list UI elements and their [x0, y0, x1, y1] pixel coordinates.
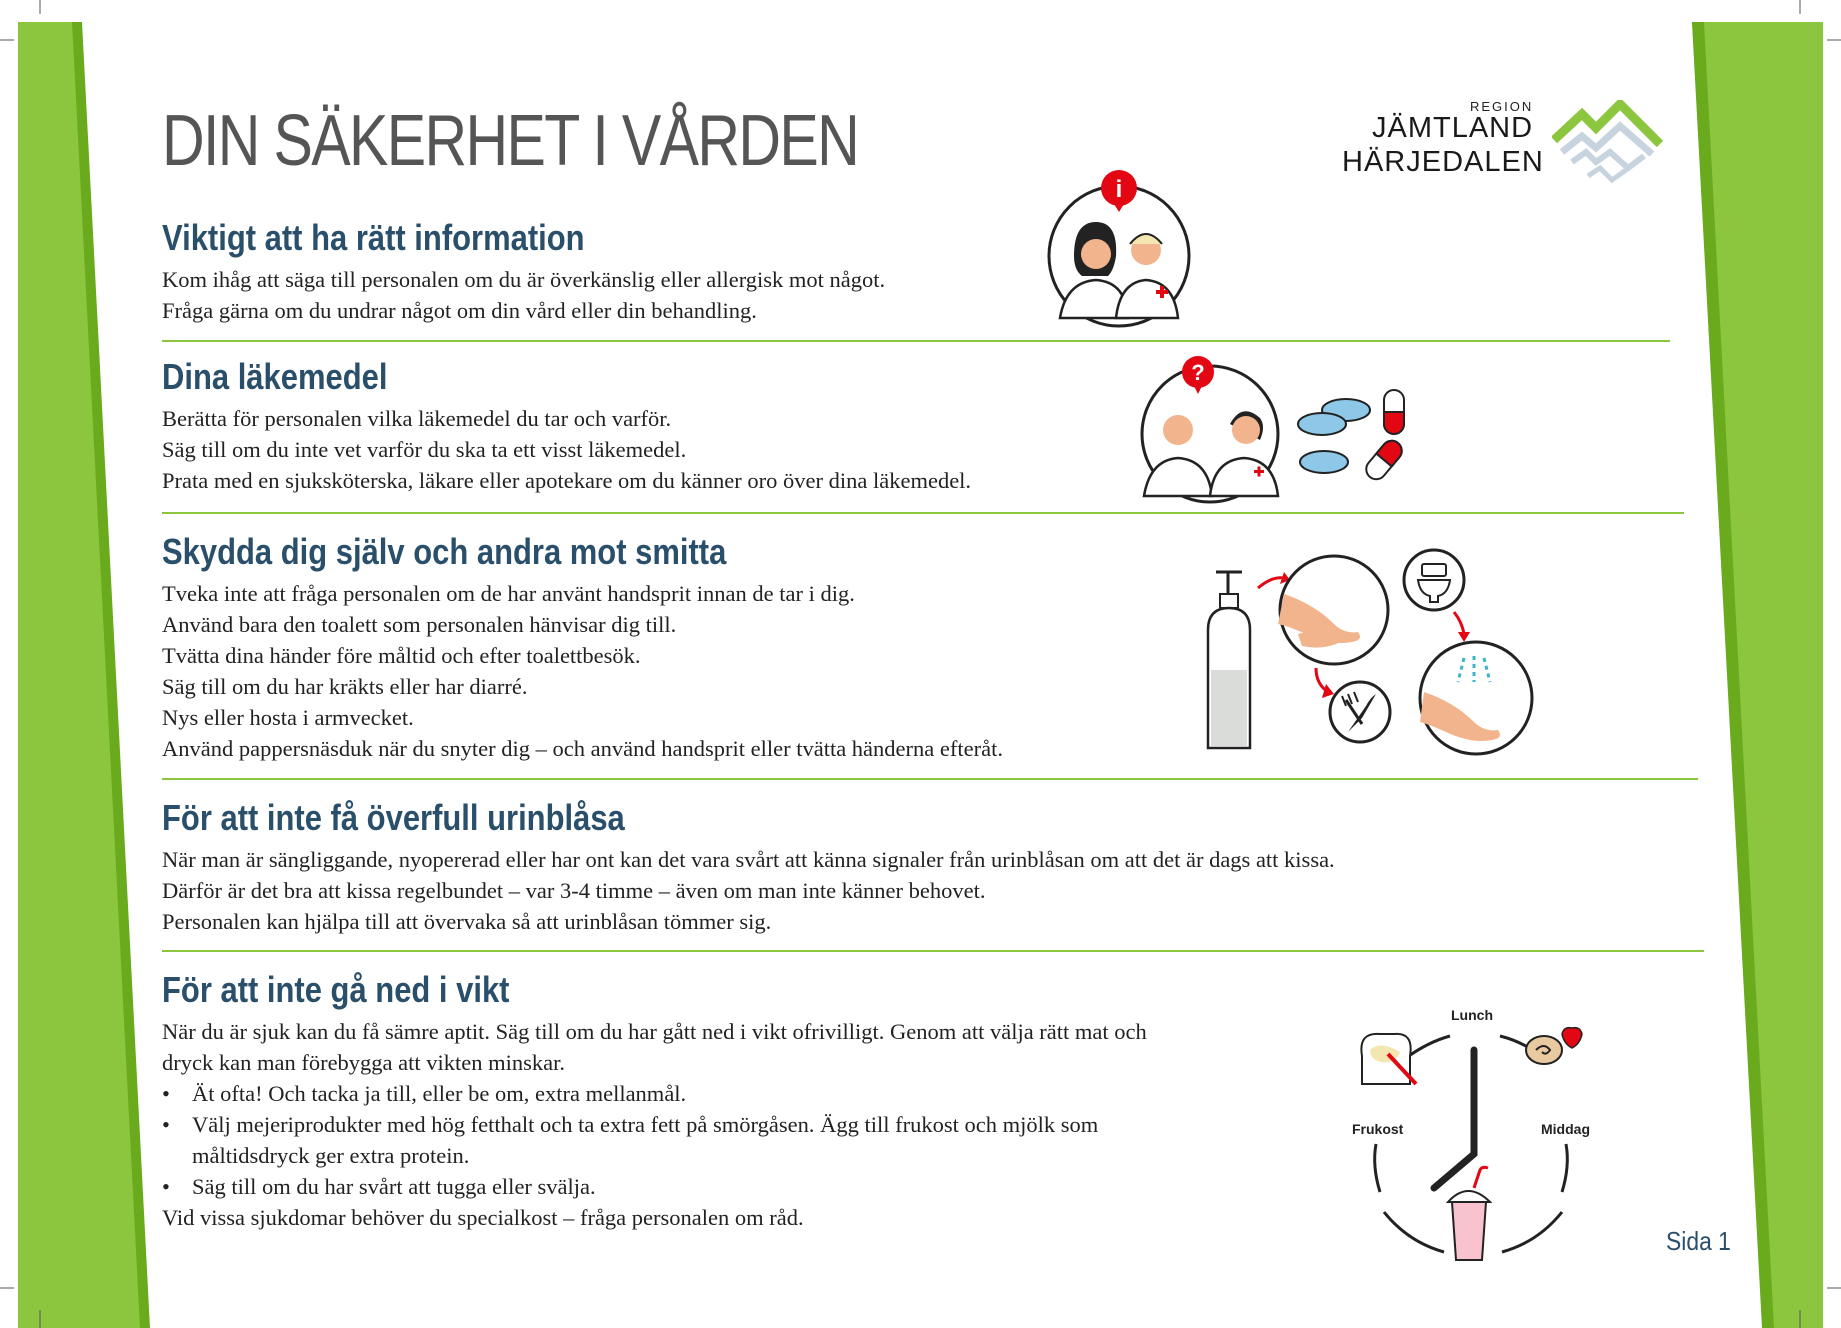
section-heading: Viktigt att ha rätt information [162, 217, 585, 258]
text-line: Därför är det bra att kissa regelbundet – var 3-4 timme – även om man inte känner behovet. [162, 878, 986, 903]
section-heading: Skydda dig själv och andra mot smitta [162, 531, 727, 572]
text-line: Kom ihåg att säga till personalen om du är överkänslig eller allergisk mot något. [162, 267, 886, 292]
text-line: Använd bara den toalett som personalen hänvisar dig till. [162, 612, 677, 637]
text-line: Tveka inte att fråga personalen om de har använt handsprit innan de tar i dig. [162, 581, 855, 606]
bullet-item [162, 1171, 1147, 1202]
divider [162, 340, 1670, 342]
section-weight [162, 970, 1147, 1233]
bullet-dot: • [162, 1081, 170, 1106]
patient-staff-information-icon [1044, 168, 1194, 330]
bullet-text: Välj mejeriprodukter med hög fetthalt och ta extra fett på smörgåsen. Ägg till frukost och mjölk som [192, 1112, 1099, 1137]
cinnamon-bun-icon [1526, 1028, 1582, 1064]
section-bladder [162, 798, 1335, 937]
milkshake-icon [1448, 1167, 1490, 1260]
logo-mountain-icon [1552, 100, 1664, 192]
patient-nurse-question-icon [1134, 354, 1286, 506]
svg-text:i: i [1115, 176, 1123, 203]
hand-washing-icon [1420, 642, 1532, 754]
text-line: dryck kan man förebygga att vikten minskar. [162, 1050, 566, 1075]
clock-label-breakfast: Frukost [1352, 1121, 1404, 1137]
section-heading: För att inte få överfull urinblåsa [162, 797, 625, 838]
bullet-text: Säg till om du har svårt att tugga eller svälja. [192, 1174, 596, 1199]
hand-rub-icon [1278, 556, 1388, 664]
cutlery-icon [1330, 682, 1390, 742]
text-line: Säg till om du inte vet varför du ska ta ett visst läkemedel. [162, 437, 687, 462]
logo-region-text: REGION [1470, 99, 1534, 114]
page-title: DIN SÄKERHET I VÅRDEN [162, 101, 859, 181]
page-number: Sida 1 [1666, 1226, 1731, 1256]
toast-icon [1361, 1034, 1416, 1084]
logo-line-2: HÄRJEDALEN [1342, 146, 1544, 178]
text-line: Berätta för personalen vilka läkemedel du tar och varför. [162, 406, 672, 431]
text-line: Säg till om du har kräkts eller har diarré. [162, 674, 528, 699]
text-line: Fråga gärna om du undrar något om din vård eller din behandling. [162, 298, 757, 323]
clock-label-lunch: Lunch [1451, 1007, 1493, 1023]
hand-hygiene-icon [1198, 548, 1558, 760]
divider [162, 950, 1704, 952]
toilet-icon [1404, 550, 1464, 610]
bullet-item [162, 1078, 1147, 1109]
bullet-dot: • [162, 1174, 170, 1199]
text-line: Prata med en sjuksköterska, läkare eller apotekare om du känner oro över dina läkemedel. [162, 468, 972, 493]
meal-clock-icon [1350, 1010, 1600, 1270]
text-line: Personalen kan hjälpa till att övervaka så att urinblåsan tömmer sig. [162, 909, 772, 934]
text-line: Tvätta dina händer före måltid och efter toalettbesök. [162, 643, 641, 668]
section-information [162, 218, 885, 326]
bullet-dot: • [162, 1112, 170, 1137]
text-line: Nys eller hosta i armvecket. [162, 705, 414, 730]
text-line: Vid vissa sjukdomar behöver du specialkost – fråga personalen om råd. [162, 1205, 804, 1230]
svg-text:?: ? [1191, 360, 1205, 385]
bullet-text: måltidsdryck ger extra protein. [192, 1143, 470, 1168]
section-heading: För att inte gå ned i vikt [162, 969, 510, 1010]
text-line: När du är sjuk kan du få sämre aptit. Säg till om du har gått ned i vikt ofrivilligt. Genom att välja rätt mat och [162, 1019, 1147, 1044]
section-infection [162, 532, 1003, 764]
pills-icon [1296, 384, 1418, 484]
text-line: Använd pappersnäsduk när du snyter dig – och använd handsprit eller tvätta händerna efteråt. [162, 736, 1003, 761]
sanitizer-bottle-icon [1208, 572, 1250, 748]
bullet-item [162, 1109, 1147, 1171]
text-line: När man är sängliggande, nyopererad eller har ont kan det vara svårt att känna signaler från urinblåsan om att det är dags att kissa. [162, 847, 1335, 872]
clock-label-dinner: Middag [1541, 1121, 1590, 1137]
section-medicines [162, 357, 971, 496]
divider [162, 512, 1684, 514]
divider [162, 778, 1698, 780]
bullet-text: Ät ofta! Och tacka ja till, eller be om, extra mellanmål. [192, 1081, 687, 1106]
logo-line-1: JÄMTLAND [1372, 112, 1534, 144]
section-heading: Dina läkemedel [162, 356, 388, 397]
